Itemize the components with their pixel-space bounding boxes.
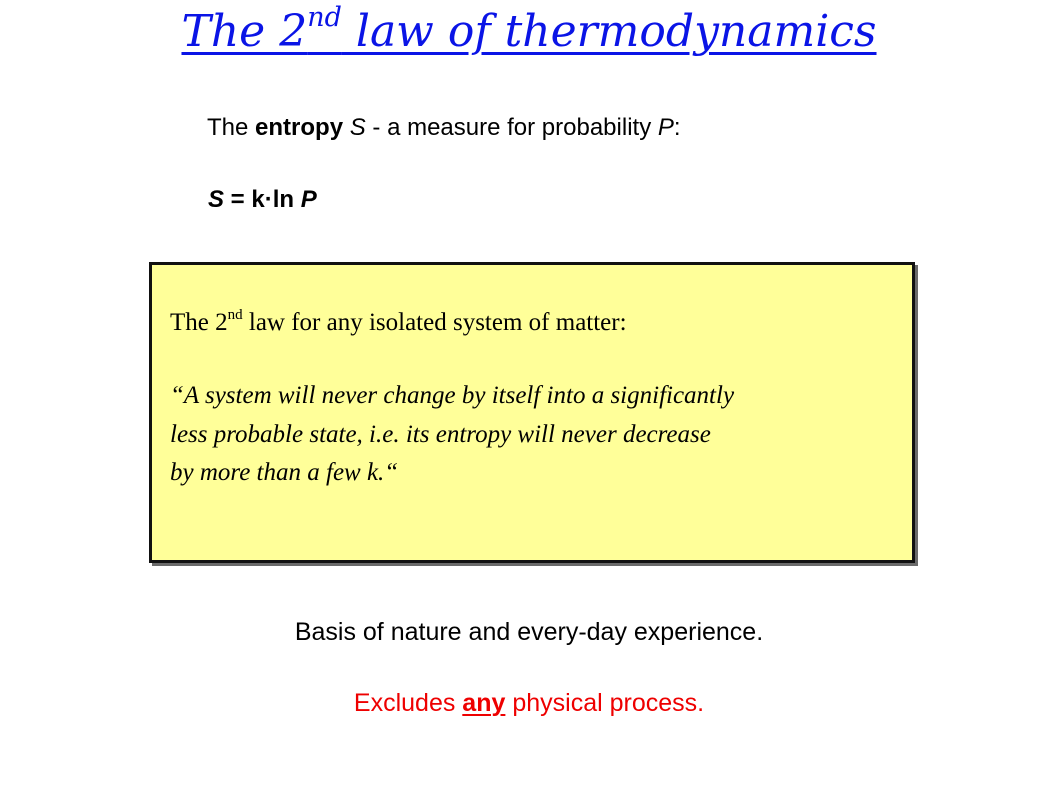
- title-prefix: The 2: [181, 6, 308, 57]
- law-heading: [170, 305, 627, 341]
- excludes-statement: [0, 683, 1058, 723]
- second-law-box: [149, 262, 915, 563]
- title-superscript: nd: [307, 2, 342, 33]
- law-quote: [170, 377, 900, 493]
- intro-part-4: :: [673, 114, 681, 141]
- quote-line-2: less probable state, i.e. its entropy will never decrease: [170, 420, 711, 448]
- excludes-emphasis: any: [462, 689, 506, 717]
- intro-part-1: The: [207, 114, 256, 141]
- law-heading-prefix: The 2: [170, 309, 228, 336]
- intro-part-2: [343, 114, 350, 141]
- law-heading-superscript: nd: [227, 307, 243, 323]
- entropy-bold-word: entropy: [255, 114, 344, 141]
- formula-middle: = k·ln: [224, 186, 301, 213]
- title-suffix: law of thermodynamics: [341, 6, 877, 57]
- formula-s: S: [208, 186, 225, 213]
- formula-p: P: [300, 186, 317, 213]
- intro-part-3: - a measure for probability: [365, 114, 658, 141]
- probability-symbol: P: [657, 114, 674, 141]
- slide-title: [0, 0, 1058, 64]
- excludes-before: Excludes: [353, 689, 463, 717]
- entropy-intro-line: [207, 108, 681, 148]
- basis-statement: Basis of nature and every-day experience.: [294, 618, 764, 646]
- excludes-after: physical process.: [505, 689, 705, 717]
- quote-line-1: “A system will never change by itself into a significantly: [170, 382, 735, 409]
- quote-line-3: by more than a few k.“: [170, 459, 399, 486]
- entropy-symbol: S: [349, 114, 366, 141]
- entropy-formula: [208, 180, 317, 220]
- law-heading-suffix: law for any isolated system of matter:: [242, 309, 627, 336]
